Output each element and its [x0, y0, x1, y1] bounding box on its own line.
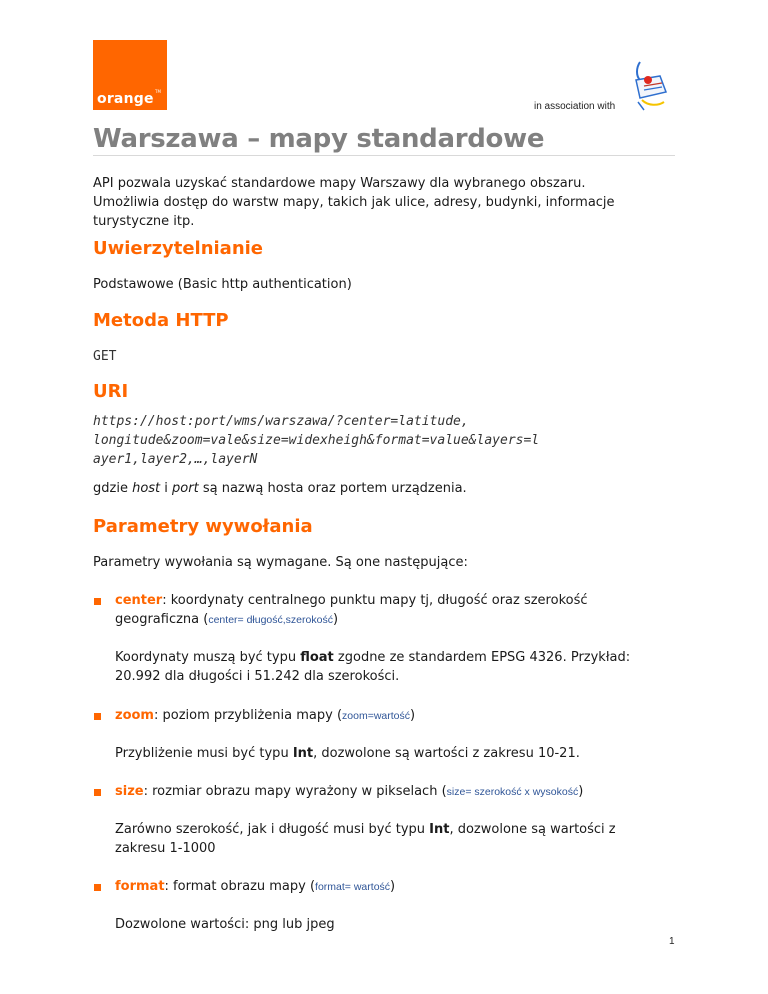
param-zoom-note-type: Int [292, 746, 314, 761]
auth-text: Podstawowe (Basic http authentication) [93, 277, 352, 292]
auth-heading: Uwierzytelnianie [93, 238, 264, 259]
param-center [115, 591, 675, 630]
uri-heading: URI [93, 381, 129, 402]
param-format-note: Dozwolone wartości: png lub jpeg [115, 917, 335, 932]
partner-logo-icon [630, 58, 674, 114]
bullet-icon [94, 884, 101, 891]
param-size-desc: : rozmiar obrazu mapy wyrażony w pikselach ( [143, 784, 447, 799]
param-center-code: center= długość,szerokość [208, 614, 333, 626]
params-heading: Parametry wywołania [93, 516, 313, 537]
uri-line-3: ayer1,layer2,…,layerN [93, 452, 258, 467]
uri-note [93, 479, 467, 498]
param-center-desc-2: geograficzna ( [115, 612, 209, 627]
param-center-desc-1: : koordynaty centralnego punktu mapy tj, długość oraz szerokość [162, 593, 588, 608]
uri-note-mid: i [160, 481, 173, 496]
uri-template [93, 412, 678, 469]
bullet-icon [94, 713, 101, 720]
uri-note-port: port [172, 481, 199, 496]
intro-line-3: turystyczne itp. [93, 214, 195, 229]
param-zoom-note [115, 744, 675, 763]
param-center-note-post: zgodne ze standardem EPSG 4326. Przykład: [333, 650, 631, 665]
param-size [115, 782, 675, 802]
page-number: 1 [669, 936, 675, 947]
param-size-note-post: , dozwolone są wartości z [449, 822, 616, 837]
param-center-close: ) [332, 612, 339, 627]
param-format-desc: : format obrazu mapy ( [164, 879, 316, 894]
logo-text: orange [97, 91, 154, 107]
association-text: in association with [534, 101, 616, 112]
uri-line-2: longitude&zoom=vale&size=widexheigh&format=value&layers=l [93, 433, 540, 448]
method-heading: Metoda HTTP [93, 310, 229, 331]
param-size-note [115, 820, 675, 858]
param-term-format: format [115, 879, 165, 894]
param-zoom-note-pre: Przybliżenie musi być typu [115, 746, 293, 761]
param-term-center: center [115, 593, 163, 608]
param-center-note-type: float [300, 650, 334, 665]
title-divider [93, 155, 675, 156]
uri-note-pre: gdzie [93, 481, 133, 496]
logo-trademark: TM [155, 89, 161, 94]
uri-line-1: https://host:port/wms/warszawa/?center=latitude, [93, 414, 469, 429]
param-size-close: ) [578, 784, 584, 799]
param-zoom-desc: : poziom przybliżenia mapy ( [153, 708, 343, 723]
param-size-note-type: Int [429, 822, 450, 837]
param-format [115, 877, 675, 897]
uri-note-post: są nazwą hosta oraz portem urządzenia. [198, 481, 467, 496]
param-term-size: size [115, 784, 144, 799]
bullet-icon [94, 789, 101, 796]
param-zoom [115, 706, 675, 726]
intro-paragraph [93, 174, 615, 231]
orange-logo [93, 40, 167, 110]
param-size-code: size= szerokość x wysokość [446, 786, 579, 798]
param-center-note-2: 20.992 dla długości i 51.242 dla szerokości. [115, 669, 400, 684]
uri-note-host: host [132, 481, 161, 496]
bullet-icon [94, 598, 101, 605]
param-term-zoom: zoom [115, 708, 154, 723]
param-size-note-pre: Zarówno szerokość, jak i długość musi być typu [115, 822, 430, 837]
param-zoom-note-post: , dozwolone są wartości z zakresu 10-21. [313, 746, 580, 761]
param-center-note-pre: Koordynaty muszą być typu [115, 650, 301, 665]
param-size-note-2: zakresu 1-1000 [115, 841, 216, 856]
method-value: GET [93, 349, 117, 364]
page-title: Warszawa – mapy standardowe [93, 124, 545, 154]
param-format-close: ) [390, 879, 396, 894]
param-format-code: format= wartość [315, 881, 391, 893]
params-intro: Parametry wywołania są wymagane. Są one następujące: [93, 555, 468, 570]
intro-line-2: Umożliwia dostęp do warstw mapy, takich jak ulice, adresy, budynki, informacje [93, 195, 615, 210]
param-center-note [115, 648, 675, 686]
param-zoom-close: ) [410, 708, 416, 723]
param-zoom-code: zoom=wartość [342, 710, 411, 722]
intro-line-1: API pozwala uzyskać standardowe mapy Warszawy dla wybranego obszaru. [93, 176, 586, 191]
